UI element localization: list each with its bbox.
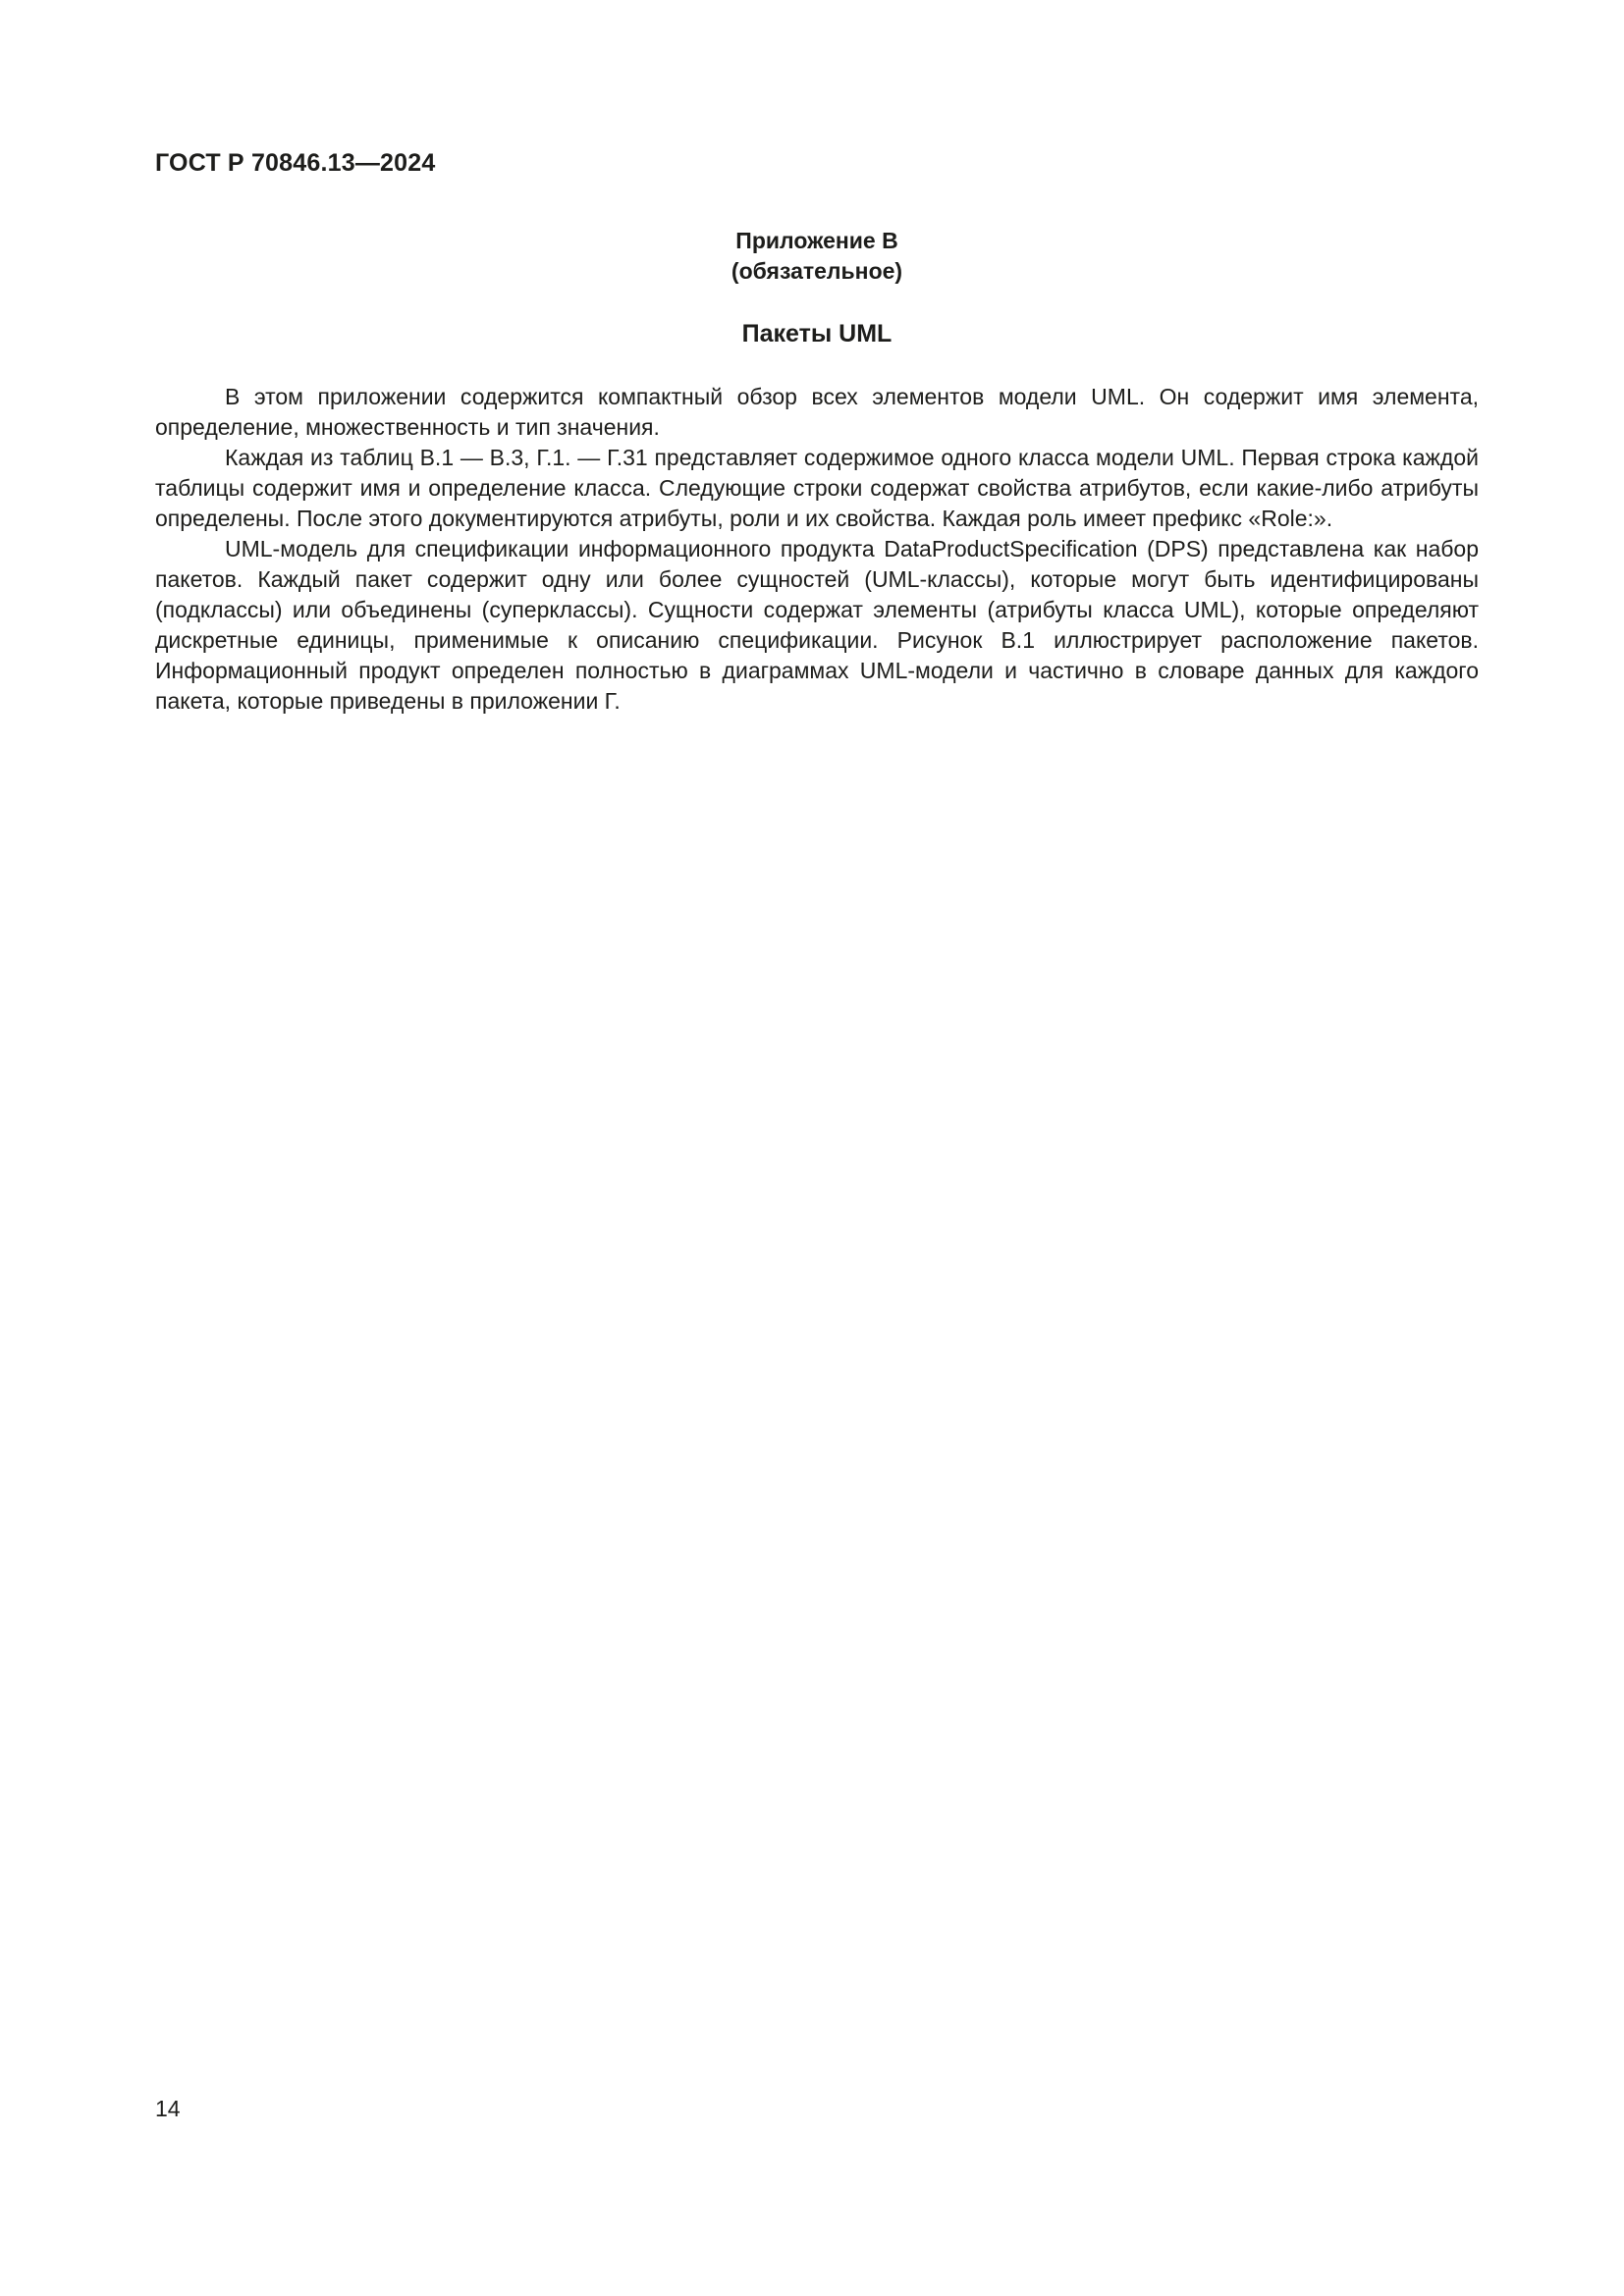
paragraph: Каждая из таблиц В.1 — В.3, Г.1. — Г.31 представляет содержимое одного класса модели UML. Первая строка каждой таблицы содержит имя и определение класса. Следующие строки содержат свойства атрибутов, если какие-либо атрибуты определены. После этого документируются атрибуты, роли и их свойства. Каждая роль имеет префикс «Role:». — [155, 445, 1479, 531]
appendix-status: (обязательное) — [731, 258, 903, 284]
paragraph: UML-модель для спецификации информационного продукта DataProductSpecification (DPS) представлена как набор пакетов. Каждый пакет содержит одну или более сущностей (UML-классы), которые могут быть идентифицированы (подклассы) или объединены (суперклассы). Сущности содержат элементы (атрибуты класса UML), которые определяют дискретные единицы, применимые к описанию спецификации. Рисунок В.1 иллюстрирует расположение пакетов. Информационный продукт определен полностью в диаграммах UML-модели и частично в словаре данных для каждого пакета, которые приведены в приложении Г. — [155, 536, 1479, 714]
standard-code-header: ГОСТ Р 70846.13—2024 — [155, 149, 436, 177]
body-text — [155, 382, 1479, 717]
section-title: Пакеты UML — [741, 320, 893, 347]
appendix-title: Приложение В — [735, 228, 898, 253]
appendix-header — [155, 226, 1479, 287]
paragraph: В этом приложении содержится компактный обзор всех элементов модели UML. Он содержит имя элемента, определение, множественность и тип значения. — [155, 384, 1479, 440]
page-number: 14 — [155, 2096, 181, 2121]
